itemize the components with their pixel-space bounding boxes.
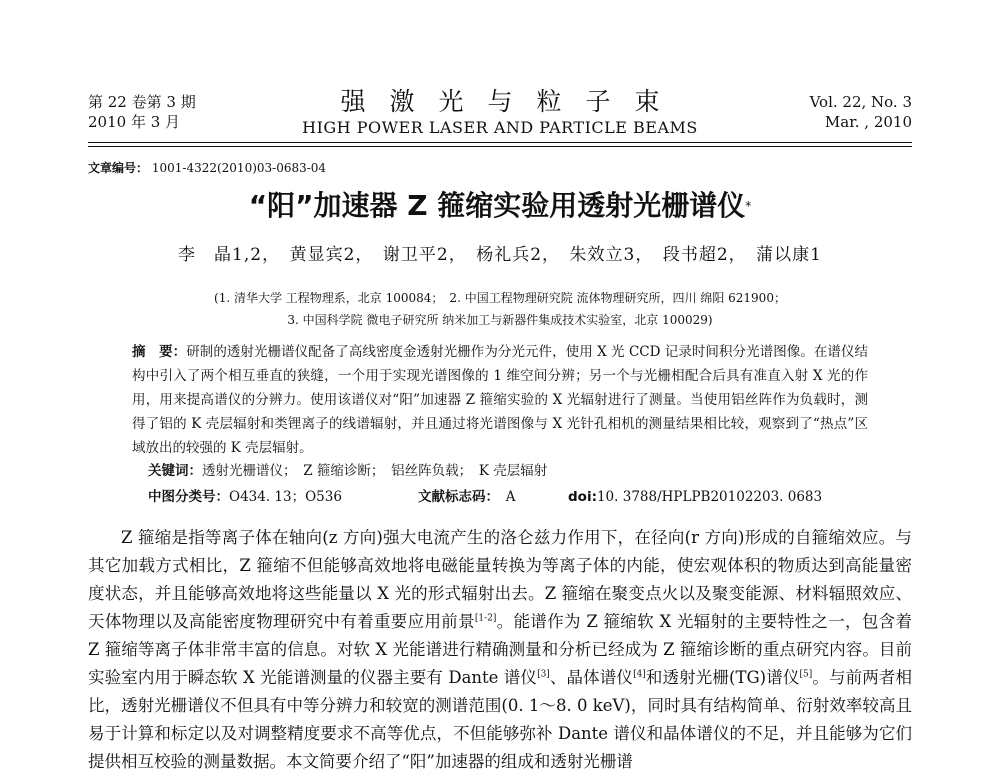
author-list: 李 晶1,2， 黄显宾2， 谢卫平2， 杨礼兵2， 朱效立3， 段书超2， 蒲以康1 (178, 245, 822, 265)
volume-issue-cn: 第 22 卷第 3 期 (88, 93, 196, 111)
body-text-5: 。与前两者相比，透射光栅谱仪不但具有中等分辨力和较宽的测谱范围(0. 1～8. 0 keV)，同时具有结构简单、衍射效率较高且易于计算和标定以及对调整精度要求不高等优点，不但能够弥补 Dante 谱仪和晶体谱仪的不足，并且能够为它们提供相互校验的测量数据。本文简要介绍了“阳”加速器的组成和透射光栅谱 (88, 668, 912, 771)
body-text-2: 。能谱作为 Z 箍缩软 X 光辐射的主要特性之一，包含着 Z 箍缩等离子体非常丰富的信息。对软 X 光能谱进行精确测量和分析已经成为 Z 箍缩诊断的重点研究内容。目前实验室内用于瞬态软 X 光能谱测量的仪器主要有 Dante 谱仪 (88, 612, 913, 687)
abstract-label: 摘 要： (132, 344, 187, 360)
paper-title-text: “阳”加速器 Z 箍缩实验用透射光栅谱仪 (248, 189, 746, 222)
affiliation-line-1: (1. 清华大学 工程物理系，北京 100084； 2. 中国工程物理研究院 流体物理研究所，四川 绵阳 621900； (214, 291, 786, 305)
doi (568, 486, 822, 508)
clc-label: 中图分类号： (148, 489, 229, 505)
header-center (88, 88, 912, 138)
header-rule-thin (88, 146, 912, 147)
citation-3: [3] (537, 669, 550, 680)
doi-label: doi: (568, 489, 597, 505)
doi-value: 10. 3788/HPLPB20102203. 0683 (596, 489, 823, 505)
keywords-text: 透射光栅谱仪； Z 箍缩诊断； 铝丝阵负载； K 壳层辐射 (202, 463, 548, 479)
title-footnote-mark: * (745, 199, 752, 213)
affiliation-line-2: 3. 中国科学院 微电子研究所 纳米加工与新器件集成技术实验室，北京 100029) (287, 313, 713, 327)
citation-5: [5] (799, 669, 813, 680)
journal-name-en: HIGH POWER LASER AND PARTICLE BEAMS (302, 118, 698, 137)
body-text-4: 和透射光栅(TG)谱仪 (645, 668, 800, 687)
header-right (810, 92, 912, 132)
abstract-text: 研制的透射光栅谱仪配备了高线密度金透射光栅作为分光元件，使用 X 光 CCD 记录时间积分光谱图像。在谱仪结构中引入了两个相互垂直的狭缝，一个用于实现光谱图像的 1 维空间分辨；另一个与光栅相配合后具有准直入射 X 光的作用，用来提高谱仪的分辨力。使用该谱仪对“阳”加速器 Z 箍缩实验的 X 光辐射进行了测量。当使用铝丝阵作为负载时，测得了铝的 K 壳层辐射和类锂离子的线谱辐射，并且通过将光谱图像与 X 光针孔相机的测量结果相比较，观察到了“热点”区域放出的较强的 K 壳层辐射。 (132, 344, 869, 456)
header-rule-thick (88, 142, 912, 143)
article-number-label: 文章编号： (88, 161, 149, 175)
article-number (88, 160, 326, 176)
journal-header (88, 87, 912, 137)
doc-code-label: 文献标志码： (418, 489, 493, 505)
keywords-label: 关键词： (148, 463, 202, 479)
doc-code-value: A (505, 489, 516, 505)
clc-number (148, 486, 418, 508)
citation-4: [4] (633, 669, 646, 680)
body-text-3: 、晶体谱仪 (549, 668, 634, 687)
classification-meta (148, 486, 868, 508)
document-code (418, 486, 568, 508)
volume-issue-en: Vol. 22, No. 3 (809, 93, 912, 111)
citation-1-2: [1-2] (474, 613, 497, 624)
article-number-value: 1001-4322(2010)03-0683-04 (151, 161, 327, 175)
keywords (148, 460, 868, 482)
paper-title (0, 188, 1000, 224)
clc-value: O434. 13；O536 (229, 489, 342, 505)
journal-name-cn: 强激光与粒子束 (340, 87, 684, 116)
body-text-1: Z 箍缩是指等离子体在轴向(z 方向)强大电流产生的洛仑兹力作用下，在径向(r 方向)形成的自箍缩效应。与其它加载方式相比，Z 箍缩不但能够高效地将电磁能量转换为等离子体的内能，使宏观体积的物质达到高能量密度状态，并且能够高效地将这些能量以 X 光的形式辐射出去。Z 箍缩在聚变点火以及聚变能源、材料辐照效应、天体物理以及高能密度物理研究中有着重要应用前景 (88, 528, 912, 631)
body-paragraph (88, 524, 912, 776)
date-cn: 2010 年 3 月 (88, 113, 181, 131)
abstract (132, 340, 868, 460)
date-en: Mar. , 2010 (824, 113, 912, 131)
